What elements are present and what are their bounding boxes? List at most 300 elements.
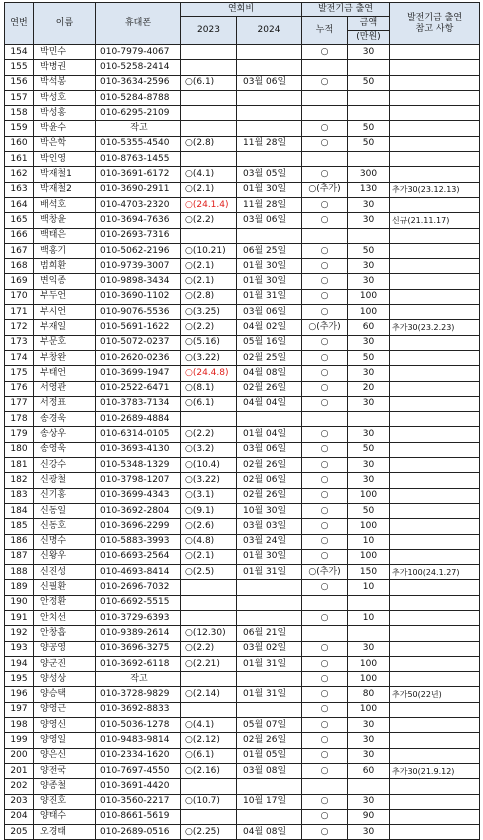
fund-cumulative-cell: ○ <box>302 213 348 228</box>
row-number-cell: 188 <box>5 565 34 580</box>
table-row <box>5 718 480 733</box>
fund-cumulative-cell: ○ <box>302 259 348 274</box>
col-header-no: 연번 <box>5 3 34 45</box>
fund-amount-cell: 30 <box>348 335 390 350</box>
table-row <box>5 809 480 824</box>
fee-2024-cell: 06월 25일 <box>237 243 302 258</box>
fee-2023-cell: ○(6.1) <box>181 75 237 90</box>
row-number-cell: 204 <box>5 809 34 824</box>
fund-note-cell <box>390 748 480 763</box>
fund-amount-cell: 30 <box>348 274 390 289</box>
fund-amount-cell <box>348 90 390 105</box>
fee-2024-cell: 01월 31일 <box>237 289 302 304</box>
row-number-cell: 187 <box>5 549 34 564</box>
table-row <box>5 366 480 381</box>
row-number-cell: 200 <box>5 748 34 763</box>
table-row <box>5 412 480 427</box>
fund-cumulative-cell: ○ <box>302 396 348 411</box>
fee-2024-cell: 01월 30일 <box>237 259 302 274</box>
member-name-cell: 양진호 <box>34 794 96 809</box>
fund-note-cell <box>390 90 480 105</box>
fee-2024-cell: 02월 25일 <box>237 350 302 365</box>
fund-note-cell <box>390 45 480 60</box>
fund-note-cell <box>390 412 480 427</box>
fund-amount-cell: 30 <box>348 473 390 488</box>
fund-amount-cell: 60 <box>348 320 390 335</box>
fund-note-cell <box>390 305 480 320</box>
fee-2023-cell: ○(3.25) <box>181 305 237 320</box>
fee-2023-cell <box>181 152 237 167</box>
fee-2023-cell <box>181 106 237 121</box>
fee-2024-cell: 02월 26일 <box>237 488 302 503</box>
member-name-cell: 안치선 <box>34 610 96 625</box>
member-name-cell: 서정표 <box>34 396 96 411</box>
fee-2023-cell: ○(2.5) <box>181 565 237 580</box>
fee-2024-cell: 03월 03일 <box>237 519 302 534</box>
table-row <box>5 350 480 365</box>
table-row <box>5 320 480 335</box>
fee-2023-cell: ○(2.21) <box>181 656 237 671</box>
fee-2023-cell: ○(12.30) <box>181 626 237 641</box>
member-name-cell: 박윤수 <box>34 121 96 136</box>
fee-2023-cell: ○(2.1) <box>181 182 237 197</box>
fund-amount-cell: 30 <box>348 718 390 733</box>
member-name-cell: 양영신 <box>34 718 96 733</box>
fee-2023-cell: ○(2.8) <box>181 289 237 304</box>
table-row <box>5 763 480 778</box>
table-row <box>5 381 480 396</box>
row-number-cell: 205 <box>5 825 34 840</box>
member-spreadsheet <box>4 2 479 840</box>
fee-2024-cell: 03월 06일 <box>237 305 302 320</box>
table-row <box>5 274 480 289</box>
phone-number-cell: 010-5355-4540 <box>96 136 181 151</box>
row-number-cell: 166 <box>5 228 34 243</box>
row-number-cell: 184 <box>5 503 34 518</box>
fee-2023-cell: ○(4.8) <box>181 534 237 549</box>
fee-2024-cell <box>237 809 302 824</box>
fee-2023-cell <box>181 595 237 610</box>
phone-number-cell: 010-8661-5619 <box>96 809 181 824</box>
phone-number-cell: 010-4703-2320 <box>96 197 181 212</box>
col-header-amount: 금액 <box>348 17 390 31</box>
row-number-cell: 155 <box>5 60 34 75</box>
member-name-cell: 배석호 <box>34 197 96 212</box>
member-name-cell: 박은학 <box>34 136 96 151</box>
row-number-cell: 175 <box>5 366 34 381</box>
table-row <box>5 672 480 687</box>
fee-2023-cell: ○(4.1) <box>181 718 237 733</box>
phone-number-cell: 010-2689-0516 <box>96 825 181 840</box>
fee-2024-cell: 01월 31일 <box>237 687 302 702</box>
member-name-cell: 양은신 <box>34 748 96 763</box>
row-number-cell: 161 <box>5 152 34 167</box>
table-row <box>5 565 480 580</box>
member-name-cell: 양군진 <box>34 656 96 671</box>
fund-cumulative-cell <box>302 412 348 427</box>
fund-amount-cell: 30 <box>348 794 390 809</box>
phone-number-cell: 010-3692-2804 <box>96 503 181 518</box>
table-row <box>5 748 480 763</box>
phone-number-cell: 010-3692-8833 <box>96 702 181 717</box>
member-name-cell: 신왕우 <box>34 549 96 564</box>
fee-2023-cell: ○(6.1) <box>181 748 237 763</box>
member-name-cell: 양태수 <box>34 809 96 824</box>
row-number-cell: 191 <box>5 610 34 625</box>
table-row <box>5 243 480 258</box>
fund-amount-cell: 30 <box>348 396 390 411</box>
fee-2023-cell <box>181 779 237 794</box>
fund-note-cell <box>390 350 480 365</box>
fund-amount-cell: 50 <box>348 350 390 365</box>
fund-note-cell <box>390 503 480 518</box>
table-row <box>5 656 480 671</box>
fee-2023-cell: ○(4.1) <box>181 167 237 182</box>
row-number-cell: 194 <box>5 656 34 671</box>
fund-note-cell <box>390 121 480 136</box>
fund-note-cell <box>390 106 480 121</box>
fund-note-cell <box>390 549 480 564</box>
fee-2024-cell: 02월 26일 <box>237 733 302 748</box>
fund-amount-cell <box>348 626 390 641</box>
phone-number-cell: 010-2334-1620 <box>96 748 181 763</box>
fund-amount-cell: 30 <box>348 733 390 748</box>
fund-amount-cell: 30 <box>348 748 390 763</box>
phone-number-cell: 010-6295-2109 <box>96 106 181 121</box>
fund-note-cell <box>390 779 480 794</box>
fund-amount-cell: 30 <box>348 366 390 381</box>
fund-note-cell <box>390 152 480 167</box>
fee-2024-cell: 10월 17일 <box>237 794 302 809</box>
phone-number-cell: 010-5072-0237 <box>96 335 181 350</box>
fund-amount-cell: 30 <box>348 641 390 656</box>
row-number-cell: 169 <box>5 274 34 289</box>
row-number-cell: 201 <box>5 763 34 778</box>
fund-cumulative-cell: ○ <box>302 350 348 365</box>
fund-note-cell <box>390 396 480 411</box>
phone-number-cell: 010-8763-1455 <box>96 152 181 167</box>
table-row <box>5 641 480 656</box>
fund-cumulative-cell: ○ <box>302 580 348 595</box>
row-number-cell: 164 <box>5 197 34 212</box>
fund-note-cell <box>390 335 480 350</box>
fee-2024-cell: 05월 16일 <box>237 335 302 350</box>
fee-2024-cell <box>237 228 302 243</box>
fund-amount-cell: 100 <box>348 672 390 687</box>
fund-amount-cell: 100 <box>348 519 390 534</box>
fund-cumulative-cell: ○ <box>302 366 348 381</box>
fund-amount-cell: 30 <box>348 197 390 212</box>
row-number-cell: 178 <box>5 412 34 427</box>
fund-cumulative-cell: ○ <box>302 825 348 840</box>
fund-cumulative-cell: ○ <box>302 610 348 625</box>
fund-amount-cell: 80 <box>348 687 390 702</box>
fee-2023-cell: ○(8.1) <box>181 381 237 396</box>
fund-amount-cell <box>348 228 390 243</box>
fee-2024-cell <box>237 60 302 75</box>
fund-amount-cell: 100 <box>348 549 390 564</box>
fee-2024-cell: 04월 08일 <box>237 366 302 381</box>
fund-amount-cell: 50 <box>348 136 390 151</box>
row-number-cell: 181 <box>5 458 34 473</box>
fund-cumulative-cell: ○ <box>302 442 348 457</box>
fee-2024-cell: 11월 28일 <box>237 197 302 212</box>
row-number-cell: 165 <box>5 213 34 228</box>
phone-number-cell: 010-9389-2614 <box>96 626 181 641</box>
fund-note-cell <box>390 595 480 610</box>
fee-2023-cell <box>181 672 237 687</box>
col-header-note <box>390 3 480 45</box>
table-row <box>5 626 480 641</box>
row-number-cell: 183 <box>5 488 34 503</box>
table-row <box>5 427 480 442</box>
table-row <box>5 90 480 105</box>
phone-number-cell: 010-3693-4130 <box>96 442 181 457</box>
fee-2024-cell: 03월 02일 <box>237 641 302 656</box>
row-number-cell: 173 <box>5 335 34 350</box>
phone-number-cell: 010-4693-8414 <box>96 565 181 580</box>
member-name-cell: 신동일 <box>34 503 96 518</box>
fee-2024-cell <box>237 610 302 625</box>
fee-2023-cell <box>181 702 237 717</box>
phone-number-cell: 010-3696-3275 <box>96 641 181 656</box>
fee-2023-cell: ○(24.1.4) <box>181 197 237 212</box>
fee-2023-cell <box>181 90 237 105</box>
fund-note-cell: 추가50(22년) <box>390 687 480 702</box>
table-row <box>5 228 480 243</box>
fee-2024-cell: 11월 28일 <box>237 136 302 151</box>
phone-number-cell: 010-9076-5536 <box>96 305 181 320</box>
col-header-fee: 연회비 <box>181 3 302 17</box>
row-number-cell: 170 <box>5 289 34 304</box>
member-name-cell: 송경욱 <box>34 412 96 427</box>
fund-cumulative-cell <box>302 626 348 641</box>
fund-cumulative-cell: ○ <box>302 197 348 212</box>
table-row <box>5 335 480 350</box>
fund-amount-cell: 50 <box>348 75 390 90</box>
fee-2024-cell: 03월 24일 <box>237 534 302 549</box>
table-row <box>5 182 480 197</box>
phone-number-cell: 010-5348-1329 <box>96 458 181 473</box>
col-header-name: 이름 <box>34 3 96 45</box>
fee-2024-cell <box>237 45 302 60</box>
fund-amount-cell: 50 <box>348 442 390 457</box>
fund-note-cell <box>390 488 480 503</box>
member-name-cell: 양공영 <box>34 641 96 656</box>
fee-2023-cell: ○(2.25) <box>181 825 237 840</box>
fee-2024-cell: 01월 30일 <box>237 274 302 289</box>
table-row <box>5 610 480 625</box>
phone-number-cell: 010-2696-7032 <box>96 580 181 595</box>
fund-note-cell <box>390 366 480 381</box>
fund-amount-cell: 100 <box>348 656 390 671</box>
row-number-cell: 176 <box>5 381 34 396</box>
phone-number-cell: 작고 <box>96 672 181 687</box>
fee-2024-cell: 03월 06일 <box>237 213 302 228</box>
fee-2024-cell: 03월 06일 <box>237 75 302 90</box>
phone-number-cell: 010-7697-4550 <box>96 763 181 778</box>
row-number-cell: 160 <box>5 136 34 151</box>
phone-number-cell: 010-3691-6172 <box>96 167 181 182</box>
table-row <box>5 259 480 274</box>
row-number-cell: 156 <box>5 75 34 90</box>
fee-2024-cell: 02월 26일 <box>237 381 302 396</box>
phone-number-cell: 010-6693-2564 <box>96 549 181 564</box>
fee-2024-cell: 04월 02일 <box>237 320 302 335</box>
col-header-2024: 2024 <box>237 17 302 45</box>
fee-2024-cell: 01월 30일 <box>237 549 302 564</box>
fee-2024-cell: 06월 21일 <box>237 626 302 641</box>
fund-cumulative-cell: ○ <box>302 656 348 671</box>
phone-number-cell: 010-5036-1278 <box>96 718 181 733</box>
fund-amount-cell: 100 <box>348 488 390 503</box>
col-header-amount-unit: (만원) <box>348 31 390 45</box>
fee-2024-cell <box>237 702 302 717</box>
phone-number-cell: 010-5258-2414 <box>96 60 181 75</box>
fee-2023-cell: ○(24.4.8) <box>181 366 237 381</box>
fund-amount-cell: 50 <box>348 503 390 518</box>
table-row <box>5 106 480 121</box>
fund-amount-cell: 60 <box>348 763 390 778</box>
table-row <box>5 580 480 595</box>
phone-number-cell: 010-5284-8788 <box>96 90 181 105</box>
fee-2023-cell: ○(2.16) <box>181 763 237 778</box>
table-row <box>5 503 480 518</box>
fund-cumulative-cell: ○ <box>302 274 348 289</box>
member-name-cell: 백창윤 <box>34 213 96 228</box>
fund-note-cell: 신규(21.11.17) <box>390 213 480 228</box>
fund-amount-cell: 10 <box>348 534 390 549</box>
phone-number-cell: 010-3729-6393 <box>96 610 181 625</box>
col-header-cumulative: 누적 <box>302 17 348 45</box>
fee-2023-cell <box>181 610 237 625</box>
member-name-cell: 송영욱 <box>34 442 96 457</box>
fund-note-cell <box>390 381 480 396</box>
fund-note-cell: 추가30(21.9.12) <box>390 763 480 778</box>
fund-note-cell <box>390 458 480 473</box>
member-name-cell: 신기홍 <box>34 488 96 503</box>
member-name-cell: 서영관 <box>34 381 96 396</box>
fund-note-cell <box>390 167 480 182</box>
table-row <box>5 534 480 549</box>
member-name-cell: 신동호 <box>34 519 96 534</box>
fee-2023-cell: ○(5.16) <box>181 335 237 350</box>
fund-amount-cell: 130 <box>348 182 390 197</box>
fee-2023-cell: ○(2.12) <box>181 733 237 748</box>
table-row <box>5 75 480 90</box>
fund-cumulative-cell: ○ <box>302 121 348 136</box>
fee-2024-cell: 10월 30일 <box>237 503 302 518</box>
table-row <box>5 595 480 610</box>
phone-number-cell: 010-3798-1207 <box>96 473 181 488</box>
table-row <box>5 167 480 182</box>
row-number-cell: 177 <box>5 396 34 411</box>
fund-cumulative-cell: ○ <box>302 488 348 503</box>
row-number-cell: 197 <box>5 702 34 717</box>
fund-note-cell: 추가30(23.12.13) <box>390 182 480 197</box>
member-name-cell: 범희환 <box>34 259 96 274</box>
fee-2023-cell: ○(3.22) <box>181 473 237 488</box>
fund-amount-cell: 100 <box>348 289 390 304</box>
table-row <box>5 197 480 212</box>
fee-2024-cell <box>237 106 302 121</box>
fee-2024-cell: 02월 06일 <box>237 473 302 488</box>
fee-2023-cell: ○(2.2) <box>181 641 237 656</box>
member-name-cell: 오경태 <box>34 825 96 840</box>
fund-note-cell <box>390 136 480 151</box>
fund-cumulative-cell: ○ <box>302 794 348 809</box>
row-number-cell: 193 <box>5 641 34 656</box>
member-name-cell: 박병권 <box>34 60 96 75</box>
member-name-cell: 양성상 <box>34 672 96 687</box>
fee-2023-cell <box>181 228 237 243</box>
phone-number-cell: 010-7979-4067 <box>96 45 181 60</box>
row-number-cell: 202 <box>5 779 34 794</box>
fund-amount-cell: 10 <box>348 580 390 595</box>
table-row <box>5 779 480 794</box>
table-row <box>5 213 480 228</box>
phone-number-cell: 010-9898-3434 <box>96 274 181 289</box>
fee-2024-cell: 01월 05일 <box>237 748 302 763</box>
fund-cumulative-cell: ○ <box>302 243 348 258</box>
fee-2023-cell: ○(2.1) <box>181 549 237 564</box>
row-number-cell: 158 <box>5 106 34 121</box>
table-row <box>5 519 480 534</box>
member-name-cell: 부창완 <box>34 350 96 365</box>
fee-2023-cell: ○(10.21) <box>181 243 237 258</box>
row-number-cell: 199 <box>5 733 34 748</box>
table-row <box>5 396 480 411</box>
fund-cumulative-cell: ○ <box>302 718 348 733</box>
phone-number-cell: 010-5062-2196 <box>96 243 181 258</box>
member-name-cell: 백홍기 <box>34 243 96 258</box>
fee-2023-cell: ○(2.2) <box>181 320 237 335</box>
row-number-cell: 159 <box>5 121 34 136</box>
phone-number-cell: 010-2620-0236 <box>96 350 181 365</box>
fund-note-cell <box>390 60 480 75</box>
phone-number-cell: 010-3691-4420 <box>96 779 181 794</box>
fund-note-cell <box>390 243 480 258</box>
fund-cumulative-cell: ○ <box>302 335 348 350</box>
fund-cumulative-cell: ○ <box>302 534 348 549</box>
member-name-cell: 양전국 <box>34 763 96 778</box>
row-number-cell: 154 <box>5 45 34 60</box>
row-number-cell: 203 <box>5 794 34 809</box>
fund-amount-cell: 30 <box>348 45 390 60</box>
member-name-cell: 변익종 <box>34 274 96 289</box>
member-name-cell: 박석봉 <box>34 75 96 90</box>
table-row <box>5 702 480 717</box>
fee-2024-cell <box>237 152 302 167</box>
fund-amount-cell: 100 <box>348 702 390 717</box>
fund-cumulative-cell: ○(추가) <box>302 565 348 580</box>
member-name-cell: 부태언 <box>34 366 96 381</box>
fund-note-cell <box>390 656 480 671</box>
fund-note-cell <box>390 641 480 656</box>
member-name-cell: 박민수 <box>34 45 96 60</box>
fee-2023-cell: ○(2.2) <box>181 427 237 442</box>
fund-cumulative-cell: ○(추가) <box>302 320 348 335</box>
phone-number-cell: 010-2693-7316 <box>96 228 181 243</box>
fee-2023-cell: ○(10.7) <box>181 794 237 809</box>
member-name-cell: 박성홍 <box>34 106 96 121</box>
member-name-cell: 신명수 <box>34 534 96 549</box>
fund-cumulative-cell: ○ <box>302 381 348 396</box>
fund-amount-cell: 30 <box>348 427 390 442</box>
member-name-cell: 박인영 <box>34 152 96 167</box>
fund-note-cell <box>390 75 480 90</box>
fee-2023-cell: ○(3.1) <box>181 488 237 503</box>
